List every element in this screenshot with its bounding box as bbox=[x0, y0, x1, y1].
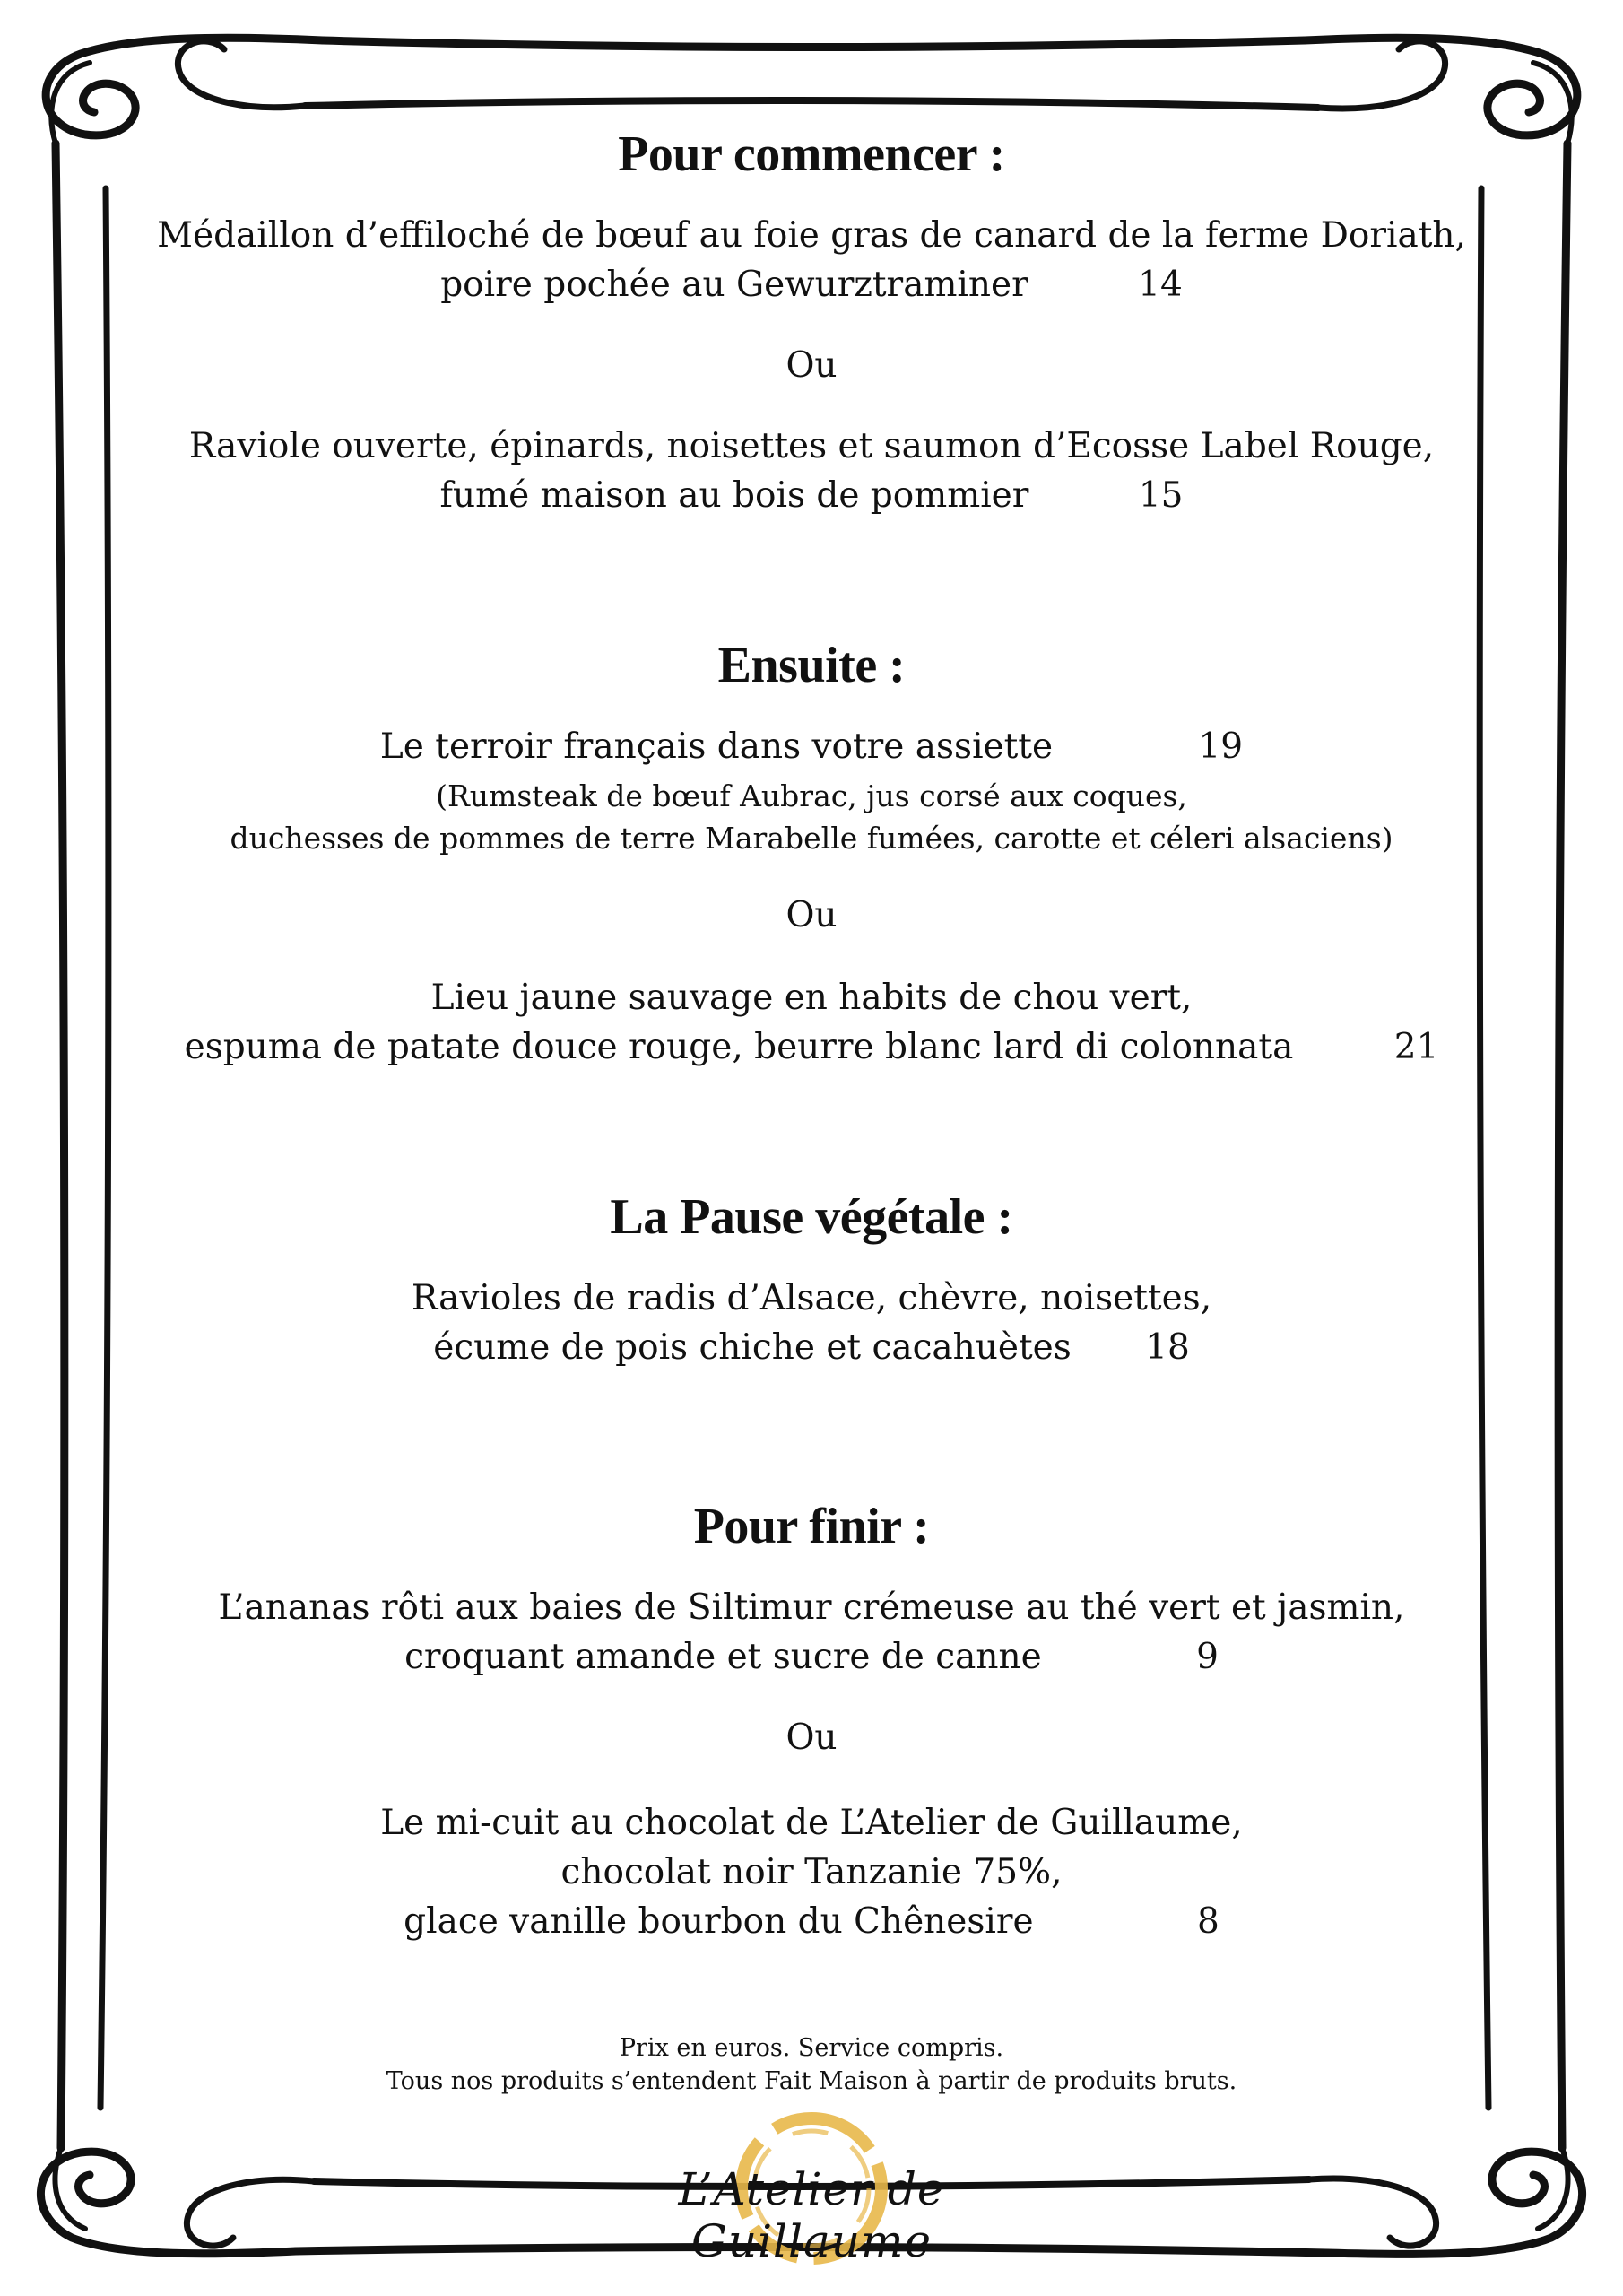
dessert-1-line2 bbox=[135, 1637, 1488, 1677]
main-2-subline: espuma de patate douce rouge, beurre blanc lard di colonnata bbox=[184, 1027, 1294, 1067]
starter-2-line2 bbox=[135, 475, 1488, 516]
vegetal-1-price: 18 bbox=[1145, 1327, 1190, 1368]
or-separator: Ou bbox=[785, 345, 838, 386]
starter-2-price: 15 bbox=[1138, 475, 1184, 516]
starter-1-subline: poire pochée au Gewurztraminer bbox=[440, 265, 1028, 305]
main-1-price: 19 bbox=[1198, 726, 1244, 767]
or-separator: Ou bbox=[785, 895, 838, 935]
footer-note-1: Prix en euros. Service compris. bbox=[619, 2034, 1004, 2062]
main-1-title: Le terroir français dans votre assiette bbox=[379, 726, 1054, 767]
section-heading-desserts: Pour finir : bbox=[693, 1499, 930, 1554]
main-1-detail-2: duchesses de pommes de terre Marabelle fumées, carotte et céleri alsaciens) bbox=[230, 821, 1393, 856]
logo-text: L’Atelier de Guillaume bbox=[678, 2163, 945, 2267]
dessert-2-subline: glace vanille bourbon du Chênesire bbox=[404, 1901, 1034, 1942]
dessert-1-subline: croquant amande et sucre de canne bbox=[404, 1637, 1042, 1677]
main-2-description: Lieu jaune sauvage en habits de chou vert, bbox=[430, 978, 1193, 1018]
vegetal-1-line2 bbox=[135, 1327, 1488, 1368]
main-2-price: 21 bbox=[1393, 1027, 1439, 1067]
starter-1-line2 bbox=[135, 265, 1488, 305]
main-1-detail-1: (Rumsteak de bœuf Aubrac, jus corsé aux coques, bbox=[436, 778, 1187, 813]
dessert-2-price: 8 bbox=[1196, 1901, 1219, 1942]
main-1-title-line bbox=[135, 726, 1488, 767]
starter-2-subline: fumé maison au bois de pommier bbox=[439, 475, 1029, 516]
starter-2-description: Raviole ouverte, épinards, noisettes et saumon d’Ecosse Label Rouge, bbox=[188, 426, 1435, 466]
vegetal-1-subline: écume de pois chiche et cacahuètes bbox=[433, 1327, 1072, 1368]
or-separator: Ou bbox=[785, 1718, 838, 1758]
dessert-2-line3 bbox=[135, 1901, 1488, 1942]
dessert-2-description: Le mi-cuit au chocolat de L’Atelier de Guillaume, bbox=[380, 1803, 1243, 1843]
vegetal-1-description: Ravioles de radis d’Alsace, chèvre, noisettes, bbox=[411, 1278, 1212, 1318]
starter-1-price: 14 bbox=[1138, 265, 1183, 305]
section-heading-mains: Ensuite : bbox=[717, 638, 906, 693]
restaurant-logo bbox=[592, 2108, 1031, 2269]
dessert-2-line2: chocolat noir Tanzanie 75%, bbox=[560, 1852, 1063, 1892]
starter-1-description: Médaillon d’effiloché de bœuf au foie gras de canard de la ferme Doriath, bbox=[157, 215, 1466, 256]
dessert-1-price: 9 bbox=[1196, 1637, 1219, 1677]
footer-note-2: Tous nos produits s’entendent Fait Maison à partir de produits bruts. bbox=[386, 2067, 1237, 2095]
dessert-1-description: L’ananas rôti aux baies de Siltimur crémeuse au thé vert et jasmin, bbox=[218, 1587, 1405, 1628]
section-heading-vegetal: La Pause végétale : bbox=[610, 1189, 1013, 1245]
section-heading-starters: Pour commencer : bbox=[618, 126, 1005, 182]
main-2-line2 bbox=[135, 1027, 1488, 1067]
